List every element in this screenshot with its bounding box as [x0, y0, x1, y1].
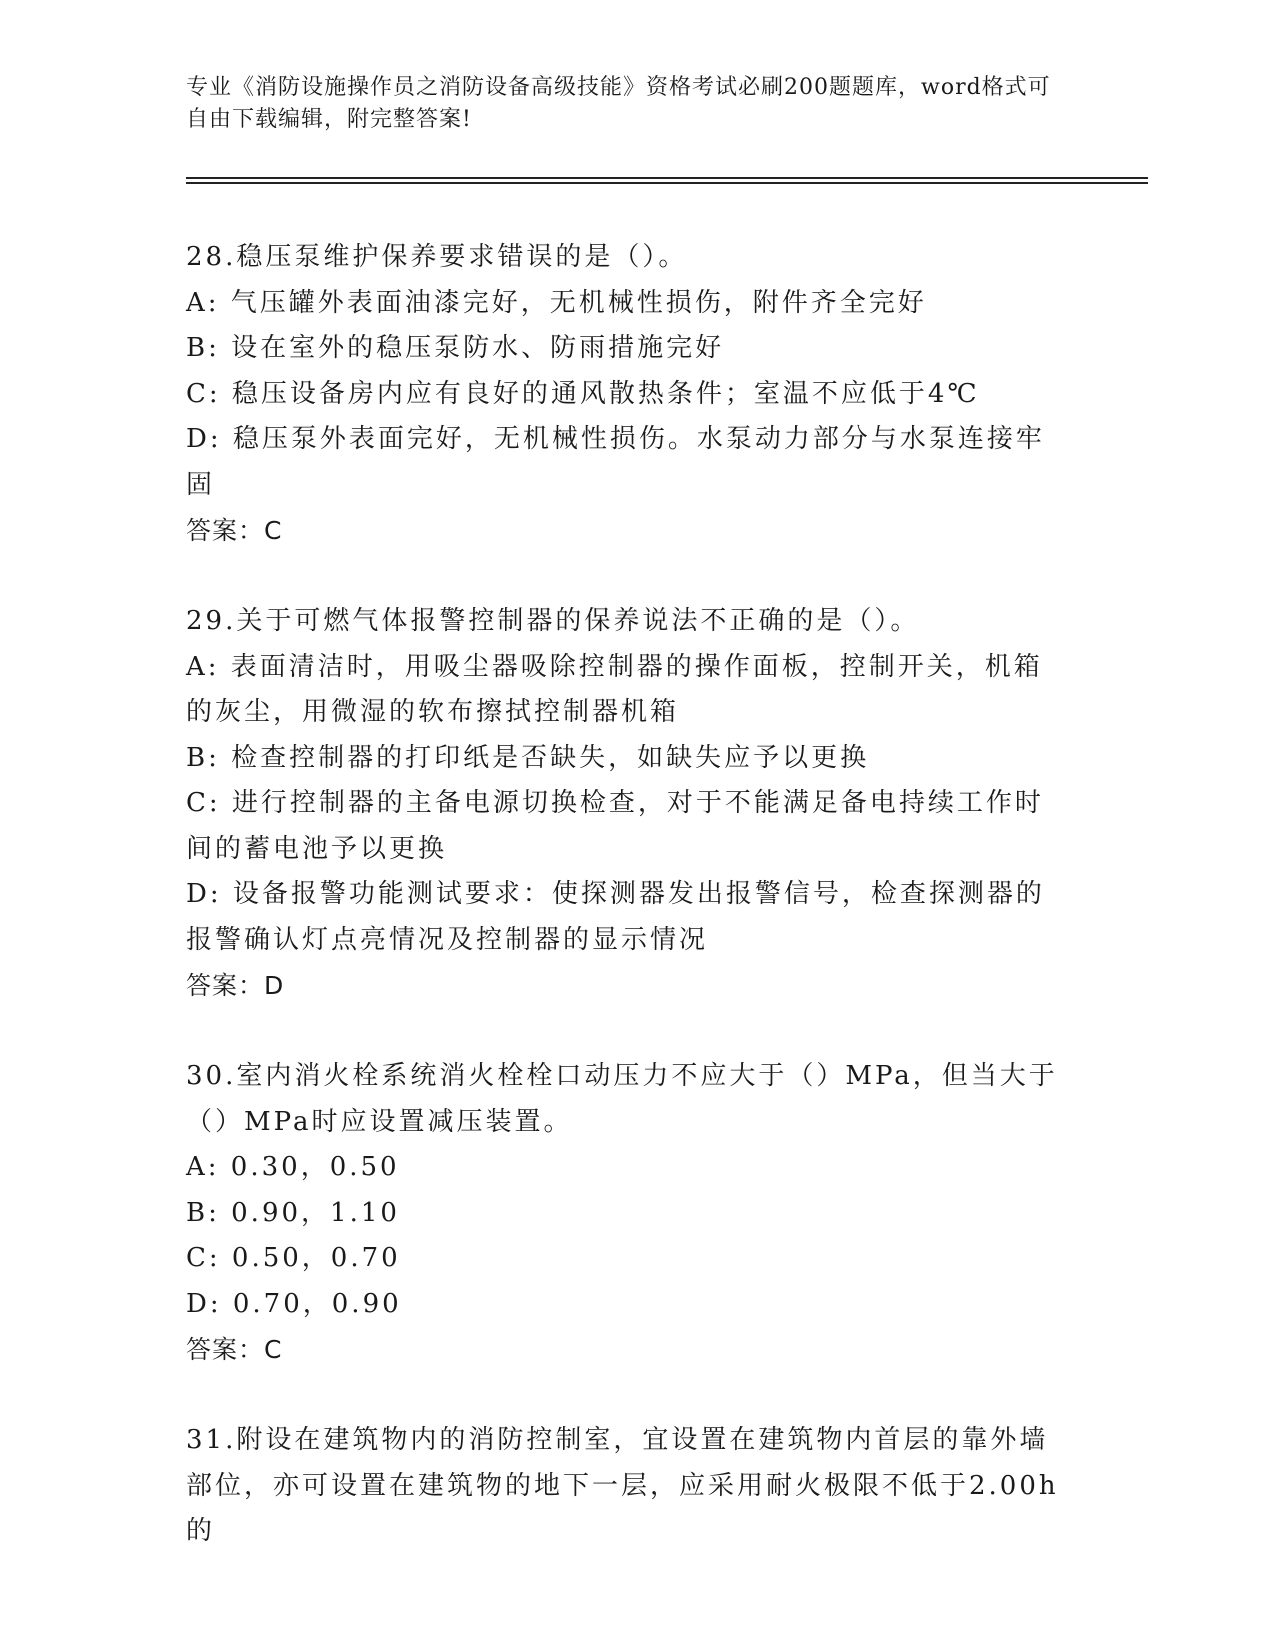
answer-label: 答案：C	[186, 516, 283, 545]
option-c: C: 进行控制器的主备电源切换检查，对于不能满足备电持续工作时间的蓄电池予以更换	[186, 788, 1044, 864]
question-30	[186, 1054, 1066, 1372]
question-31	[186, 1418, 1066, 1555]
option-a: A: 气压罐外表面油漆完好，无机械性损伤，附件齐全完好	[186, 287, 927, 318]
question-stem: 30.室内消火栓系统消火栓栓口动压力不应大于（）MPa，但当大于（）MPa时应设置减压装置。	[186, 1061, 1058, 1137]
option-d: D: 稳压泵外表面完好，无机械性损伤。水泵动力部分与水泵连接牢固	[186, 424, 1045, 500]
option-d: D: 0.70，0.90	[186, 1288, 402, 1319]
option-a: A: 表面清洁时，用吸尘器吸除控制器的操作面板，控制开关，机箱的灰尘，用微湿的软布擦拭控制器机箱	[186, 651, 1043, 727]
option-b: B: 设在室外的稳压泵防水、防雨措施完好	[186, 333, 725, 363]
option-b: B: 0.90，1.10	[186, 1197, 400, 1228]
option-c: C: 0.50，0.70	[186, 1243, 401, 1273]
question-stem: 31.附设在建筑物内的消防控制室，宜设置在建筑物内首层的靠外墙部位，亦可设置在建筑物的地下一层，应采用耐火极限不低于2.00h的	[186, 1425, 1059, 1546]
question-29	[186, 599, 1066, 1008]
header-divider-top	[186, 177, 1148, 179]
question-28	[186, 235, 1066, 553]
document-header: 专业《消防设施操作员之消防设备高级技能》资格考试必刷200题题库，word格式可自由下载编辑，附完整答案!	[186, 75, 1051, 132]
question-stem: 28.稳压泵维护保养要求错误的是（）。	[186, 242, 688, 272]
question-list	[186, 235, 1066, 1601]
answer-label: 答案：D	[186, 971, 285, 1000]
option-d: D: 设备报警功能测试要求：使探测器发出报警信号，检查探测器的报警确认灯点亮情况及控制器的显示情况	[186, 879, 1045, 955]
question-stem: 29.关于可燃气体报警控制器的保养说法不正确的是（）。	[186, 606, 920, 636]
option-b: B: 检查控制器的打印纸是否缺失，如缺失应予以更换	[186, 742, 870, 773]
option-c: C: 稳压设备房内应有良好的通风散热条件；室温不应低于4℃	[186, 378, 980, 409]
answer-label: 答案：C	[186, 1335, 283, 1364]
header-divider-bottom	[186, 182, 1148, 184]
option-a: A: 0.30，0.50	[186, 1152, 400, 1182]
